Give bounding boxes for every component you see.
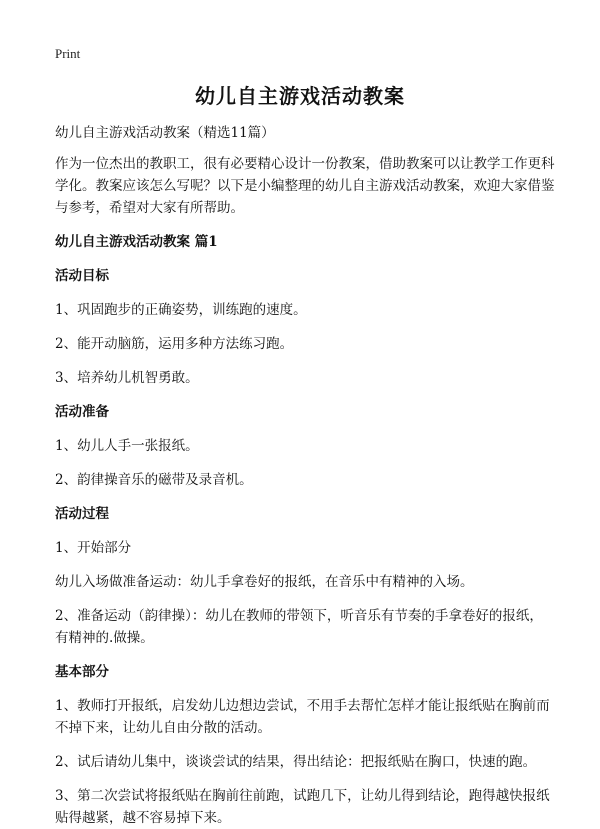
basic-item: 1、教师打开报纸，启发幼儿边想边尝试，不用手去帮忙怎样才能让报纸贴在胸前而不掉下来，让幼儿自由分散的活动。 <box>55 698 550 736</box>
goal-item: 1、巩固跑步的正确姿势，训练跑的速度。 <box>55 302 307 318</box>
section-heading-prep: 活动准备 <box>55 404 109 420</box>
page-title: 幼儿自主游戏活动教案 <box>195 84 405 108</box>
basic-item: 3、第二次尝试将报纸贴在胸前往前跑，试跑几下，让幼儿得到结论，跑得越快报纸贴得越紧，越不容易掉下来。 <box>55 788 550 826</box>
chapter-heading: 幼儿自主游戏活动教案 篇1 <box>55 234 218 250</box>
goal-item: 3、培养幼儿机智勇敢。 <box>55 370 199 386</box>
subtitle: 幼儿自主游戏活动教案（精选11篇） <box>55 125 275 141</box>
process-item: 幼儿入场做准备运动：幼儿手拿卷好的报纸，在音乐中有精神的入场。 <box>55 574 474 590</box>
section-heading-goals: 活动目标 <box>55 268 109 284</box>
prep-item: 2、韵律操音乐的磁带及录音机。 <box>55 472 253 488</box>
process-item: 1、开始部分 <box>55 540 132 556</box>
document-body <box>55 122 555 829</box>
print-link[interactable]: Print <box>55 46 81 61</box>
basic-item: 2、试后请幼儿集中，谈谈尝试的结果，得出结论：把报纸贴在胸口，快速的跑。 <box>55 754 537 770</box>
goal-item: 2、能开动脑筋，运用多种方法练习跑。 <box>55 336 294 352</box>
prep-item: 1、幼儿人手一张报纸。 <box>55 438 199 454</box>
process-item: 2、准备运动（韵律操）：幼儿在教师的带领下，听音乐有节奏的手拿卷好的报纸，有精神的.做操。 <box>55 608 543 646</box>
section-heading-basic: 基本部分 <box>55 664 109 680</box>
section-heading-process: 活动过程 <box>55 506 109 522</box>
intro-paragraph: 作为一位杰出的教职工，很有必要精心设计一份教案，借助教案可以让教学工作更科学化。教案应该怎么写呢？以下是小编整理的幼儿自主游戏活动教案，欢迎大家借鉴与参考，希望对大家有所帮助。 <box>55 156 555 216</box>
